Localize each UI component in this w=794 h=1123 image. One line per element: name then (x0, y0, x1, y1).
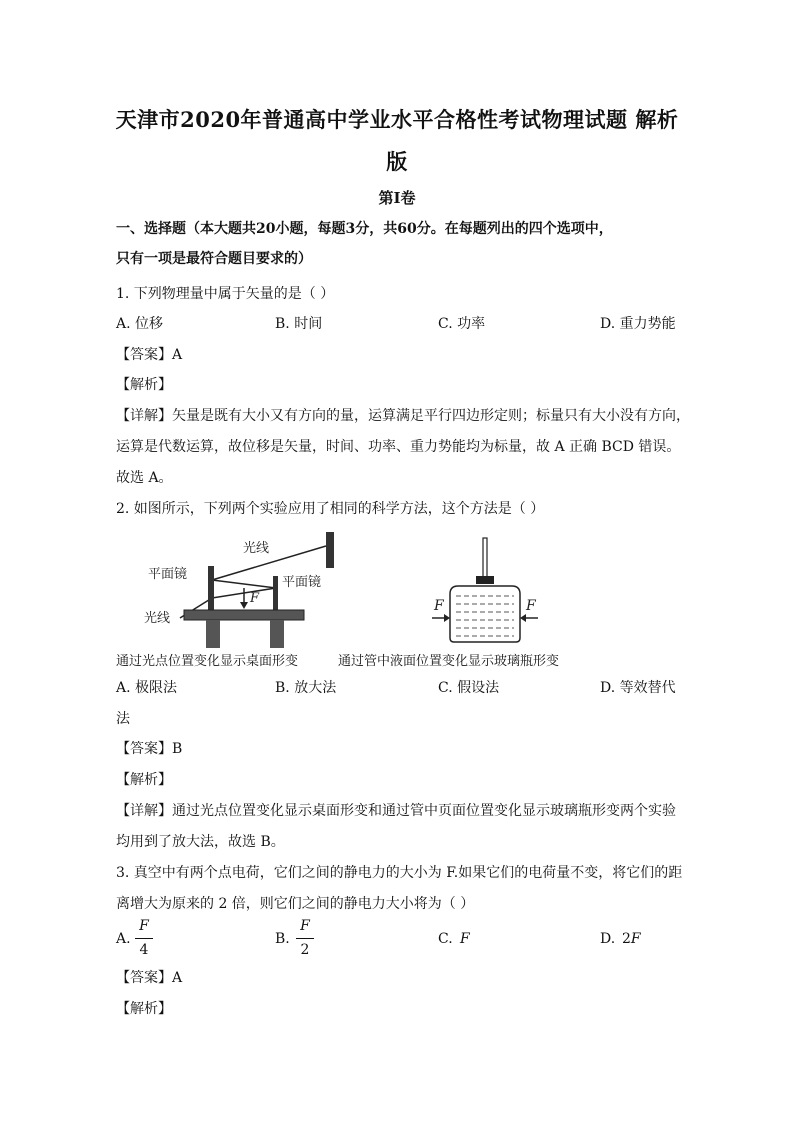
q3-option-a-denominator: 4 (139, 942, 149, 958)
q1-answer-label: 【答案】 (116, 347, 172, 363)
reflected-ray-middle (212, 580, 276, 588)
q3-option-d-variable: F (630, 931, 641, 947)
q3-option-b-denominator: 2 (300, 942, 310, 958)
q2-option-b: B. 放大法 (275, 680, 337, 696)
q2-answer-value: B (172, 741, 183, 757)
q1-option-d: D. 重力势能 (600, 316, 676, 332)
q2-detail-text1: 通过光点位置变化显示桌面形变和通过管中页面位置变化显示玻璃瓶形变两个实验 (172, 803, 676, 819)
fraction-bar (296, 938, 314, 939)
force-arrow-right-head (520, 614, 526, 622)
q1-detail-line1 (116, 405, 690, 425)
q2-option-c: C. 假设法 (438, 680, 500, 696)
q2-detail-label: 【详解】 (116, 803, 172, 819)
q1-detail-text1: 矢量是既有大小又有方向的量，运算满足平行四边形定则；标量只有大小没有方向， (172, 408, 690, 424)
glass-bottle-shape (450, 586, 520, 642)
table-top-shape (184, 610, 304, 620)
q2-figure-left-light-experiment (140, 530, 340, 648)
label-mirror-right: 平面镜 (282, 575, 322, 590)
fraction-bar (135, 938, 153, 939)
q1-conclusion: 故选 A。 (116, 470, 173, 486)
section-heading-line1: 一、选择题（本大题共20小题，每题3分，共60分。在每题列出的四个选项中， (116, 221, 613, 237)
q3-option-d-coefficient: 2 (622, 931, 631, 947)
label-force: F (250, 591, 260, 606)
q2-detail-line1 (116, 800, 681, 820)
q3-answer (116, 967, 681, 987)
label-light-bottom: 光线 (144, 611, 171, 626)
q2-option-d-wrap: 法 (116, 711, 130, 727)
q3-option-d-letter: D. (600, 931, 616, 947)
q3-option-c-letter: C. (438, 931, 453, 947)
wall-screen-shape (326, 532, 334, 568)
q3-analysis-label: 【解析】 (116, 1001, 172, 1017)
q1-stem: 1. 下列物理量中属于矢量的是（ ） (116, 286, 335, 302)
q3-option-c-value: F (460, 931, 470, 947)
q3-answer-value: A (172, 970, 183, 986)
q2-caption-left: 通过光点位置变化显示桌面形变 (116, 654, 299, 669)
q1-option-b: B. 时间 (275, 316, 323, 332)
q2-caption-right: 通过管中液面位置变化显示玻璃瓶形变 (338, 654, 560, 669)
right-mirror-shape (273, 576, 278, 610)
label-mirror-left: 平面镜 (148, 567, 188, 582)
left-mirror-shape (208, 566, 214, 610)
q3-option-b-numerator: F (300, 918, 310, 934)
q3-stem-line1: 3. 真空中有两个点电荷，它们之间的静电力的大小为 F.如果它们的电荷量不变，将它们的距 (116, 865, 683, 881)
q1-option-c: C. 功率 (438, 316, 486, 332)
q1-answer-value: A (172, 347, 183, 363)
q3-option-b-letter: B. (275, 931, 290, 947)
label-force-left: F (434, 598, 444, 614)
q1-detail-label: 【详解】 (116, 408, 172, 424)
q3-option-d-value (622, 931, 641, 947)
label-light-top: 光线 (243, 541, 270, 556)
document-title-continued: 版 (386, 149, 408, 174)
liquid-lines (456, 596, 514, 636)
table-leg-right (270, 620, 284, 648)
q2-analysis-label: 【解析】 (116, 772, 172, 788)
glass-tube-shape (483, 538, 487, 582)
q2-option-a: A. 极限法 (116, 680, 178, 696)
q2-stem: 2. 如图所示，下列两个实验应用了相同的科学方法，这个方法是（ ） (116, 501, 545, 517)
q1-answer (116, 344, 681, 364)
q1-option-a: A. 位移 (116, 316, 164, 332)
q1-analysis-label: 【解析】 (116, 377, 172, 393)
document-title: 天津市2020年普通高中学业水平合格性考试物理试题 解析 (115, 107, 679, 132)
table-leg-left (206, 620, 220, 648)
bottle-stopper-shape (476, 576, 494, 584)
section-heading-line2: 只有一项是最符合题目要求的） (116, 251, 312, 267)
q2-option-d: D. 等效替代 (600, 680, 676, 696)
q3-option-a-letter: A. (116, 931, 131, 947)
label-force-right: F (526, 598, 536, 614)
q2-answer (116, 738, 681, 758)
force-arrow-left-head (444, 614, 450, 622)
q3-stem-line2: 离增大为原来的 2 倍，则它们之间的静电力大小将为（ ） (116, 896, 475, 912)
force-arrow-head (240, 602, 248, 609)
q2-answer-label: 【答案】 (116, 741, 172, 757)
q1-detail-line2: 运算是代数运算，故位移是矢量，时间、功率、重力势能均为标量，故 A 正确 BCD 错误。 (116, 439, 681, 455)
q3-answer-label: 【答案】 (116, 970, 172, 986)
volume-heading: 第Ⅰ卷 (378, 189, 416, 207)
q2-detail-line2: 均用到了放大法，故选 B。 (116, 834, 285, 850)
q2-figure-right-bottle-experiment (430, 534, 550, 646)
q3-option-a-numerator: F (139, 918, 149, 934)
